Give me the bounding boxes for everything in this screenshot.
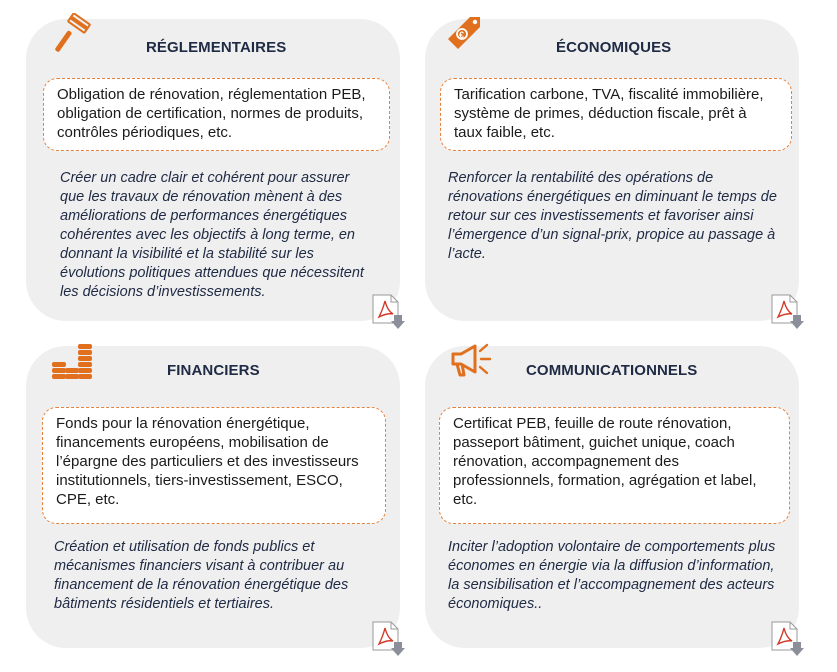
euro-price-tag-icon xyxy=(440,13,484,57)
instruments-list: Obligation de rénovation, réglementation PEB, obligation de certification, normes de produits, contrôles périodiques, etc. xyxy=(43,78,390,151)
instruments-list: Fonds pour la rénovation énergétique, financements européens, mobilisation de l’épargne des particuliers et des investisseurs institutionnels, tiers-investissement, ESCO, CPE, etc. xyxy=(42,407,386,524)
pdf-download-icon[interactable] xyxy=(370,620,406,658)
coin-stacks-icon xyxy=(50,340,94,384)
card-financiers xyxy=(26,346,400,648)
card-title: COMMUNICATIONNELS xyxy=(526,362,698,379)
card-reglementaires xyxy=(26,19,400,321)
card-description: Renforcer la rentabilité des opérations de rénovations énergétiques en diminuant le temps de retour sur ces investissements et favoriser ainsi l’émergence d’un signal-prix, propice au passage à l’acte. xyxy=(448,170,777,262)
card-title: FINANCIERS xyxy=(167,362,260,379)
megaphone-icon xyxy=(449,338,493,382)
card-economiques xyxy=(425,19,799,321)
instruments-list: Certificat PEB, feuille de route rénovation, passeport bâtiment, guichet unique, coach rénovation, accompagnement des professionnels, formation, agrégation et label, etc. xyxy=(439,407,790,524)
pdf-download-icon[interactable] xyxy=(769,293,805,331)
card-description: Inciter l’adoption volontaire de comportements plus économes en énergie via la diffusion d’information, la sensibilisation et l’accompagnement des acteurs économiques.. xyxy=(448,539,776,612)
instruments-list: Tarification carbone, TVA, fiscalité immobilière, système de primes, déduction fiscale, prêt à taux faible, etc. xyxy=(440,78,792,151)
gavel-icon xyxy=(50,13,94,57)
pdf-download-icon[interactable] xyxy=(769,620,805,658)
pdf-download-icon[interactable] xyxy=(370,293,406,331)
svg-text:€: € xyxy=(459,30,465,40)
card-communicationnels xyxy=(425,346,799,648)
card-title: RÉGLEMENTAIRES xyxy=(146,39,287,56)
card-description: Créer un cadre clair et cohérent pour assurer que les travaux de rénovation mènent à des améliorations de performances énergétiques cohérentes avec les objectifs à long terme, en donnant la visibilité et la stabilité sur les évolutions politiques attendues que nécessitent les décisions d’investissements. xyxy=(60,170,364,300)
card-description: Création et utilisation de fonds publics et mécanismes financiers visant à contribuer au financement de la rénovation énergétique des bâtiments résidentiels et tertiaires. xyxy=(54,539,349,612)
card-title: ÉCONOMIQUES xyxy=(556,39,672,56)
